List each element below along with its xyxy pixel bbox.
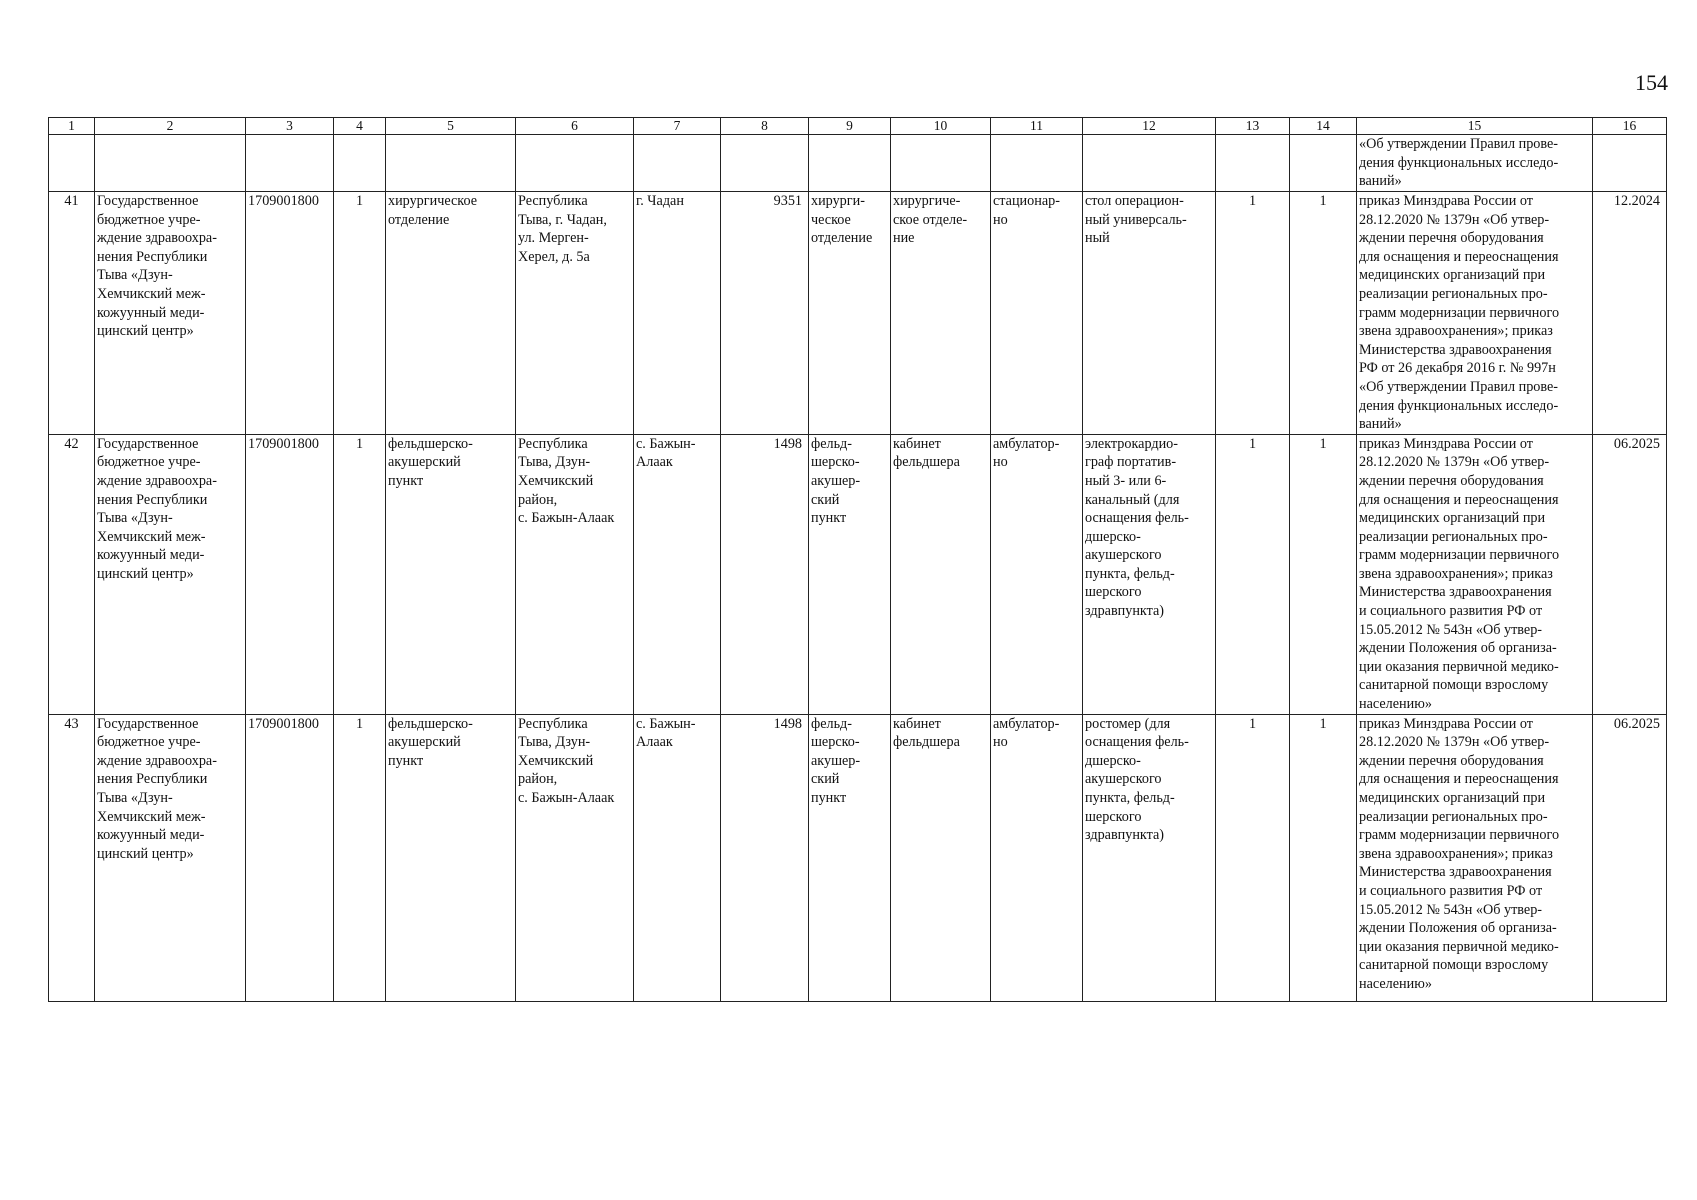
cell (634, 135, 721, 192)
cell (1290, 135, 1357, 192)
count-cell: 1 (334, 192, 386, 435)
column-header: 1 (49, 118, 95, 135)
column-header: 13 (1216, 118, 1290, 135)
population-cell: 1498 (721, 434, 809, 714)
cell (516, 135, 634, 192)
care-type-cell: амбулатор- но (991, 434, 1083, 714)
row-number-cell: 43 (49, 714, 95, 1001)
room-cell: кабинет фельдшера (891, 434, 991, 714)
organization-cell: Государственное бюджетное учре- ждение здравоохра- нения Республики Тыва «Дзун- Хемчикский меж- кожуунный меди- цинский центр» (95, 434, 246, 714)
column-header: 10 (891, 118, 991, 135)
quantity-cell: 1 (1290, 714, 1357, 1001)
column-header: 6 (516, 118, 634, 135)
settlement-cell: с. Бажын- Алаак (634, 434, 721, 714)
subdivision-cell: хирурги- ческое отделение (809, 192, 891, 435)
row-number-cell: 41 (49, 192, 95, 435)
continuation-row (49, 135, 1667, 192)
column-header: 12 (1083, 118, 1216, 135)
care-type-cell: стационар- но (991, 192, 1083, 435)
date-cell: 06.2025 (1593, 714, 1667, 1001)
column-header: 16 (1593, 118, 1667, 135)
column-header: 3 (246, 118, 334, 135)
cell (721, 135, 809, 192)
cell (991, 135, 1083, 192)
cell (246, 135, 334, 192)
room-cell: хирургиче- ское отделе- ние (891, 192, 991, 435)
page-number: 154 (1635, 70, 1668, 95)
date-cell: 06.2025 (1593, 434, 1667, 714)
settlement-cell: г. Чадан (634, 192, 721, 435)
population-cell: 1498 (721, 714, 809, 1001)
column-header: 11 (991, 118, 1083, 135)
room-cell: кабинет фельдшера (891, 714, 991, 1001)
unit-cell: фельдшерско- акушерский пункт (386, 714, 516, 1001)
table-row (49, 714, 1667, 1001)
organization-cell: Государственное бюджетное учре- ждение здравоохра- нения Республики Тыва «Дзун- Хемчикский меж- кожуунный меди- цинский центр» (95, 192, 246, 435)
quantity-cell: 1 (1290, 434, 1357, 714)
care-type-cell: амбулатор- но (991, 714, 1083, 1001)
column-number-row (49, 118, 1667, 135)
code-cell: 1709001800 (246, 714, 334, 1001)
cell (95, 135, 246, 192)
count-cell: 1 (334, 434, 386, 714)
equipment-registry-table (48, 117, 1667, 1002)
unit-cell: хирургическое отделение (386, 192, 516, 435)
organization-cell: Государственное бюджетное учре- ждение здравоохра- нения Республики Тыва «Дзун- Хемчикский меж- кожуунный меди- цинский центр» (95, 714, 246, 1001)
cell (334, 135, 386, 192)
equipment-cell: электрокардио- граф портатив- ный 3- или 6- канальный (для оснащения фель- дшерско- акушерского пункта, фельд- шерского здравпункта) (1083, 434, 1216, 714)
legal-basis-cell: «Об утверждении Правил прове- дения функциональных исследо- ваний» (1357, 135, 1593, 192)
column-header: 8 (721, 118, 809, 135)
address-cell: Республика Тыва, Дзун- Хемчикский район, с. Бажын-Алаак (516, 434, 634, 714)
unit-cell: фельдшерско- акушерский пункт (386, 434, 516, 714)
cell (1083, 135, 1216, 192)
code-cell: 1709001800 (246, 192, 334, 435)
column-header: 7 (634, 118, 721, 135)
legal-basis-cell: приказ Минздрава России от 28.12.2020 № 1379н «Об утвер- ждении перечня оборудования для оснащения и переоснащения медицинских организаций при реализации региональных про- грамм модернизации первичного звена здравоохранения»; приказ Министерства здравоохранения и социального развития РФ от 15.05.2012 № 543н «Об утвер- ждении Положения об организа- ции оказания первичной медико- санитарной помощи взрослому населению» (1357, 434, 1593, 714)
column-header: 15 (1357, 118, 1593, 135)
cell (1216, 135, 1290, 192)
quantity-cell: 1 (1216, 714, 1290, 1001)
quantity-cell: 1 (1290, 192, 1357, 435)
population-cell: 9351 (721, 192, 809, 435)
equipment-cell: стол операцион- ный универсаль- ный (1083, 192, 1216, 435)
address-cell: Республика Тыва, г. Чадан, ул. Мерген- Херел, д. 5а (516, 192, 634, 435)
cell (49, 135, 95, 192)
code-cell: 1709001800 (246, 434, 334, 714)
column-header: 5 (386, 118, 516, 135)
count-cell: 1 (334, 714, 386, 1001)
quantity-cell: 1 (1216, 434, 1290, 714)
quantity-cell: 1 (1216, 192, 1290, 435)
settlement-cell: с. Бажын- Алаак (634, 714, 721, 1001)
date-cell: 12.2024 (1593, 192, 1667, 435)
subdivision-cell: фельд- шерско- акушер- ский пункт (809, 714, 891, 1001)
subdivision-cell: фельд- шерско- акушер- ский пункт (809, 434, 891, 714)
legal-basis-cell: приказ Минздрава России от 28.12.2020 № 1379н «Об утвер- ждении перечня оборудования для оснащения и переоснащения медицинских организаций при реализации региональных про- грамм модернизации первичного звена здравоохранения»; приказ Министерства здравоохранения РФ от 26 декабря 2016 г. № 997н «Об утверждении Правил прове- дения функциональных исследо- ваний» (1357, 192, 1593, 435)
equipment-cell: ростомер (для оснащения фель- дшерско- акушерского пункта, фельд- шерского здравпункта) (1083, 714, 1216, 1001)
row-number-cell: 42 (49, 434, 95, 714)
table-row (49, 434, 1667, 714)
column-header: 2 (95, 118, 246, 135)
cell (386, 135, 516, 192)
cell (891, 135, 991, 192)
column-header: 14 (1290, 118, 1357, 135)
table-row (49, 192, 1667, 435)
address-cell: Республика Тыва, Дзун- Хемчикский район, с. Бажын-Алаак (516, 714, 634, 1001)
legal-basis-cell: приказ Минздрава России от 28.12.2020 № 1379н «Об утвер- ждении перечня оборудования для оснащения и переоснащения медицинских организаций при реализации региональных про- грамм модернизации первичного звена здравоохранения»; приказ Министерства здравоохранения и социального развития РФ от 15.05.2012 № 543н «Об утвер- ждении Положения об организа- ции оказания первичной медико- санитарной помощи взрослому населению» (1357, 714, 1593, 1001)
cell (809, 135, 891, 192)
column-header: 9 (809, 118, 891, 135)
column-header: 4 (334, 118, 386, 135)
cell (1593, 135, 1667, 192)
